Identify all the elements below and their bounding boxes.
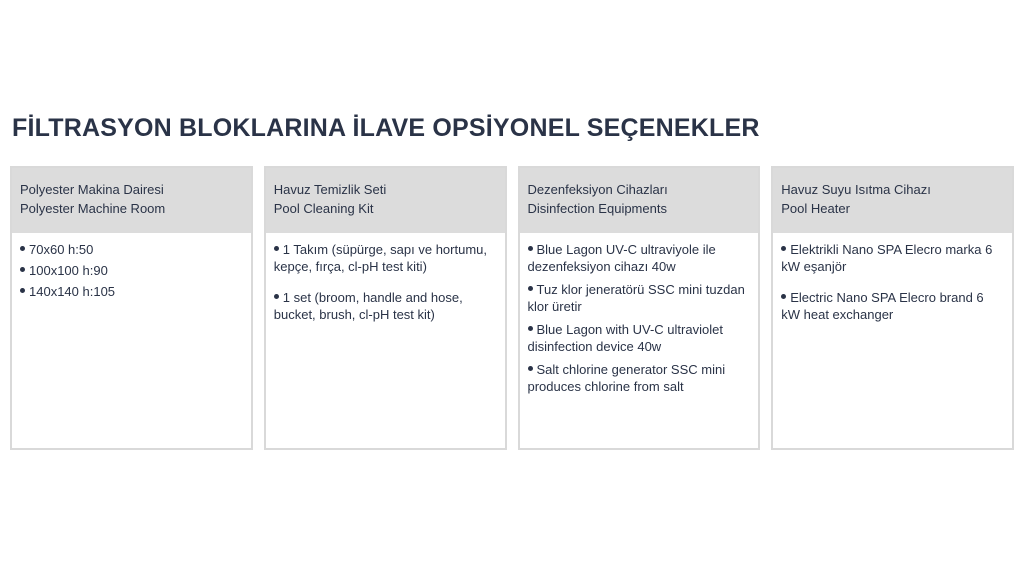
page-title: FİLTRASYON BLOKLARINA İLAVE OPSİYONEL SEÇENEKLER: [12, 114, 760, 142]
list-item: Salt chlorine generator SSC mini produces chlorine from salt: [527, 362, 726, 394]
bullet-icon: [781, 294, 786, 299]
bullet-icon: [528, 286, 533, 291]
list-item: 140x140 h:105: [20, 283, 243, 300]
card-disinfection: [518, 166, 761, 450]
card-header: [266, 168, 505, 233]
list-item: 70x60 h:50: [20, 241, 243, 258]
bullet-icon: [20, 246, 25, 251]
header-tr: Havuz Suyu Isıtma Cihazı: [781, 182, 931, 197]
header-tr: Havuz Temizlik Seti: [273, 182, 387, 197]
bullet-icon: [528, 366, 533, 371]
header-en: Pool Cleaning Kit: [273, 201, 374, 216]
header-tr: Polyester Makina Dairesi: [20, 182, 164, 197]
header-tr: Dezenfeksiyon Cihazları: [527, 182, 668, 197]
card-body: [520, 233, 759, 401]
options-table: [10, 166, 1014, 450]
header-en: Disinfection Equipments: [527, 201, 667, 216]
list-item: 1 set (broom, handle and hose, bucket, brush, cl-pH test kit): [273, 290, 463, 322]
card-header: [12, 168, 251, 233]
header-en: Pool Heater: [781, 201, 850, 216]
card-body: [266, 233, 505, 337]
bullet-icon: [20, 267, 25, 272]
card-pool-heater: [771, 166, 1014, 450]
bullet-icon: [274, 246, 279, 251]
card-body: [12, 233, 251, 304]
list-item: 1 Takım (süpürge, sapı ve hortumu, kepçe, fırça, cl-pH test kiti): [273, 242, 487, 274]
bullet-icon: [528, 246, 533, 251]
list-item: Blue Lagon UV-C ultraviyole ile dezenfeksiyon cihazı 40w: [527, 242, 716, 274]
bullet-icon: [781, 246, 786, 251]
list-item: 100x100 h:90: [20, 262, 243, 279]
bullet-icon: [528, 326, 533, 331]
card-machine-room: [10, 166, 253, 450]
list-item: Tuz klor jeneratörü SSC mini tuzdan klor üretir: [527, 282, 745, 314]
bullet-icon: [274, 294, 279, 299]
list-item: Blue Lagon with UV-C ultraviolet disinfection device 40w: [527, 322, 723, 354]
card-header: [773, 168, 1012, 233]
card-cleaning-kit: [264, 166, 507, 450]
card-header: [520, 168, 759, 233]
list-item: Electric Nano SPA Elecro brand 6 kW heat exchanger: [781, 290, 984, 322]
list-item: Elektrikli Nano SPA Elecro marka 6 kW eşanjör: [781, 242, 993, 274]
bullet-icon: [20, 288, 25, 293]
card-body: [773, 233, 1012, 337]
header-en: Polyester Machine Room: [20, 201, 166, 216]
